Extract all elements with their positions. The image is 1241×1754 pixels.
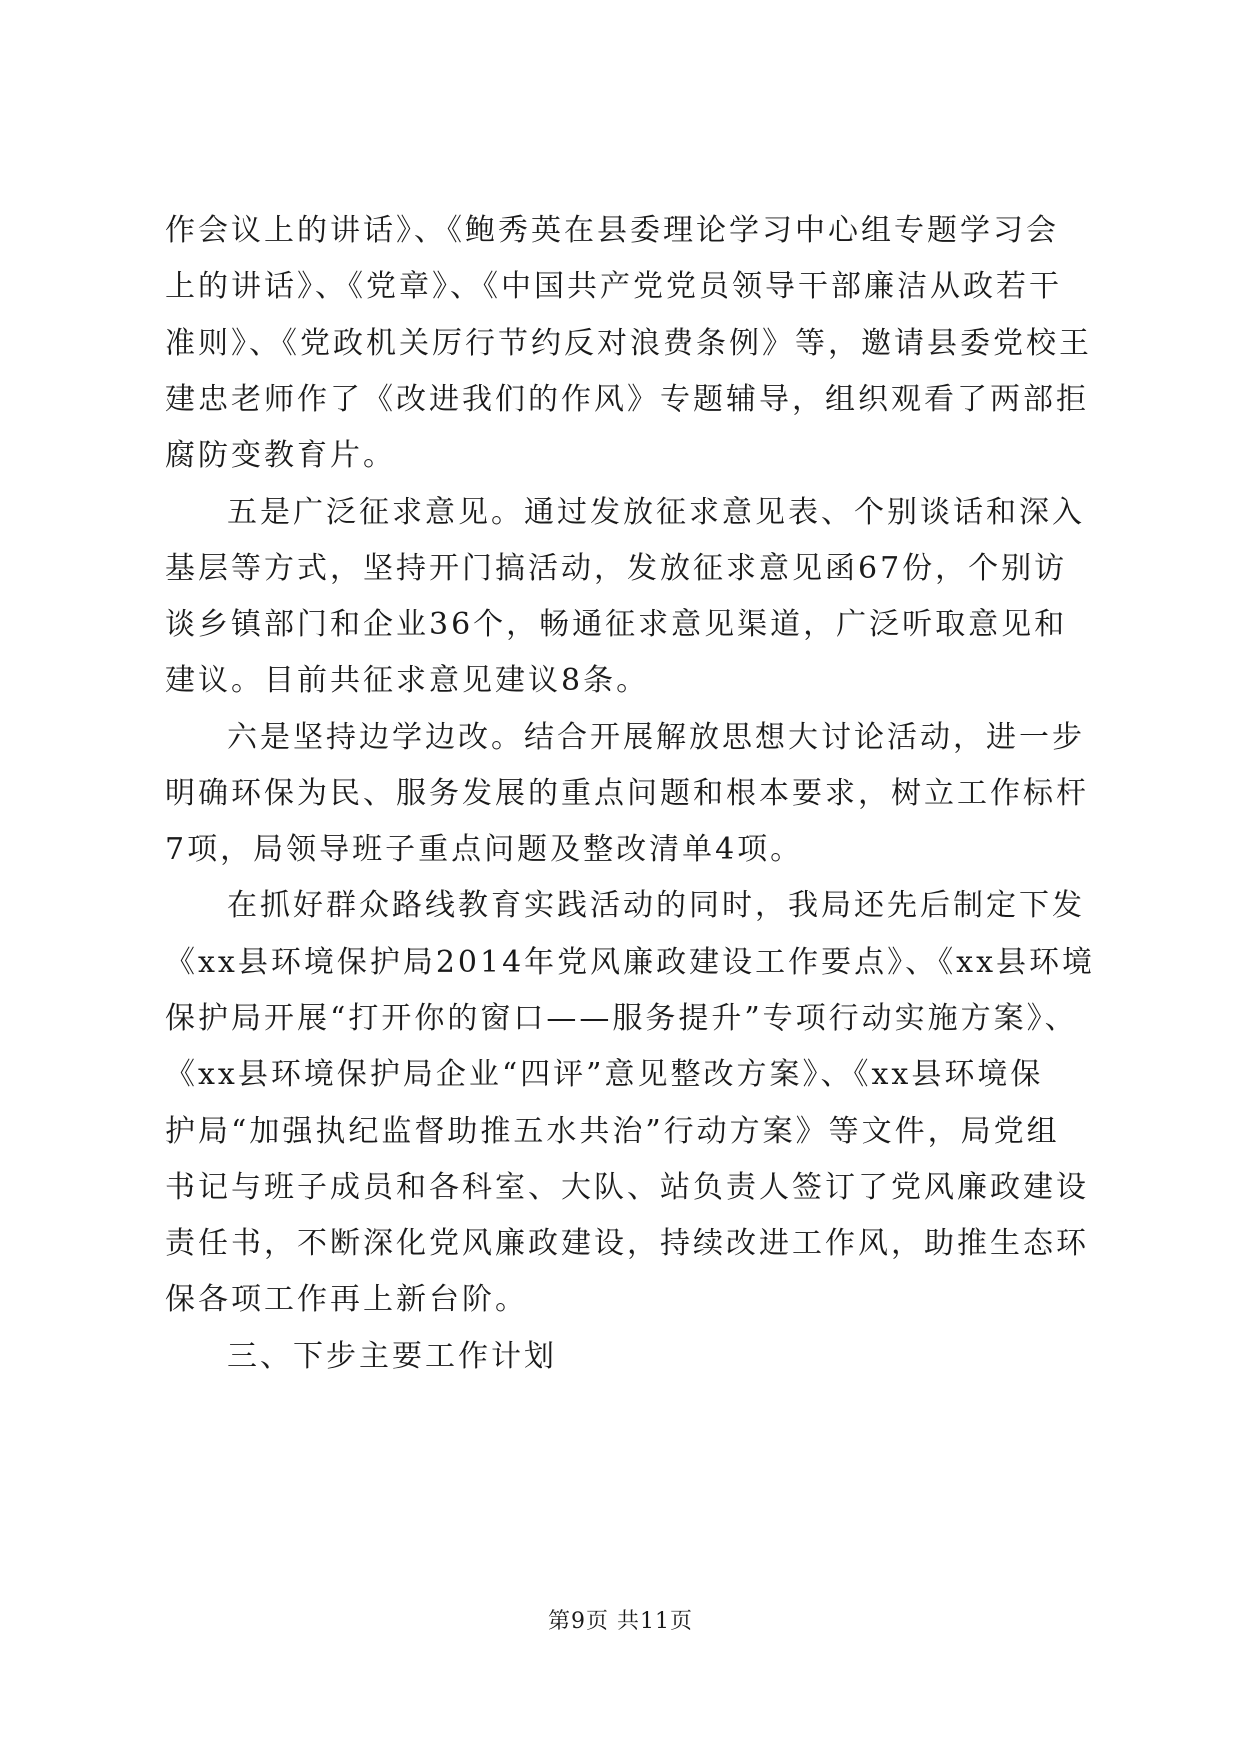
body-line: 腐防变教育片。 [165,438,396,473]
body-line: 谈乡镇部门和企业36个，畅通征求意见渠道，广泛听取意见和 [165,607,1068,642]
body-line: 基层等方式，坚持开门搞活动，发放征求意见函67份，个别访 [165,551,1068,586]
body-line: 《xx县环境保护局企业“四评”意见整改方案》、《xx县环境保 [165,1057,1044,1092]
paragraph-start-line: 在抓好群众路线教育实践活动的同时，我局还先后制定下发 [227,888,1085,923]
section-heading: 三、下步主要工作计划 [227,1339,557,1374]
body-line: 责任书，不断深化党风廉政建设，持续改进工作风，助推生态环 [165,1226,1089,1261]
body-line: 保各项工作再上新台阶。 [165,1282,528,1317]
paragraph-start-line: 六是坚持边学边改。结合开展解放思想大讨论活动，进一步 [227,720,1085,755]
body-line: 作会议上的讲话》、《鲍秀英在县委理论学习中心组专题学习会 [165,213,1059,248]
body-line: 上的讲话》、《党章》、《中国共产党党员领导干部廉洁从政若干 [165,269,1062,304]
body-line: 《xx县环境保护局2014年党风廉政建设工作要点》、《xx县环境 [165,945,1096,980]
body-line: 明确环保为民、服务发展的重点问题和根本要求，树立工作标杆 [165,776,1089,811]
body-line: 准则》、《党政机关厉行节约反对浪费条例》等，邀请县委党校王 [165,326,1092,361]
body-line: 护局“加强执纪监督助推五水共治”行动方案》等文件，局党组 [165,1114,1060,1149]
paragraph-start-line: 五是广泛征求意见。通过发放征求意见表、个别谈话和深入 [227,495,1085,530]
body-line: 保护局开展“打开你的窗口——服务提升”专项行动实施方案》、 [165,1001,1078,1036]
body-line: 书记与班子成员和各科室、大队、站负责人签订了党风廉政建设 [165,1170,1089,1205]
body-line: 建议。目前共征求意见建议8条。 [165,663,650,698]
body-line: 7项，局领导班子重点问题及整改清单4项。 [165,832,804,867]
body-line: 建忠老师作了《改进我们的作风》专题辅导，组织观看了两部拒 [165,382,1089,417]
page-number-footer: 第9页 共11页 [548,1609,693,1634]
